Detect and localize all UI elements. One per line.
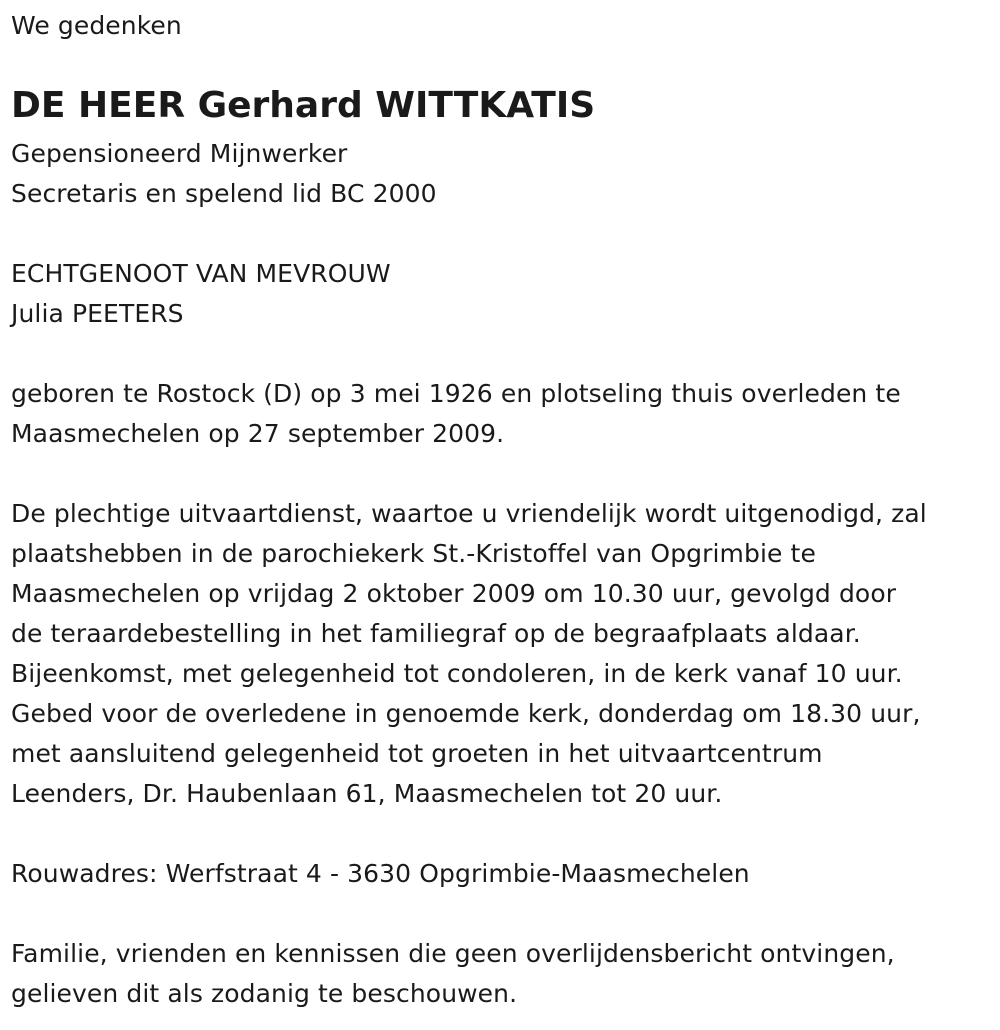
family-note-paragraph <box>11 934 895 1014</box>
paragraph-line: Bijeenkomst, met gelegenheid tot condoleren, in de kerk vanaf 10 uur. <box>11 659 903 688</box>
intro-text: We gedenken <box>11 11 182 40</box>
paragraph-line: plaatshebben in de parochiekerk St.-Kristoffel van Opgrimbie te <box>11 539 816 568</box>
spouse-name: Julia PEETERS <box>11 299 184 328</box>
deceased-name: DE HEER Gerhard WITTKATIS <box>11 85 596 126</box>
address-line: Rouwadres: Werfstraat 4 - 3630 Opgrimbie-Maasmechelen <box>11 859 750 888</box>
birth-death-paragraph <box>11 374 901 454</box>
paragraph-line: geboren te Rostock (D) op 3 mei 1926 en plotseling thuis overleden te <box>11 379 901 408</box>
paragraph-line: de teraardebestelling in het familiegraf op de begraafplaats aldaar. <box>11 619 861 648</box>
funeral-service-paragraph <box>11 494 927 814</box>
spouse-heading: ECHTGENOOT VAN MEVROUW <box>11 259 391 288</box>
paragraph-line: gelieven dit als zodanig te beschouwen. <box>11 979 518 1008</box>
mourning-address <box>11 854 750 894</box>
title-line: Secretaris en spelend lid BC 2000 <box>11 179 437 208</box>
spouse-section <box>11 254 391 334</box>
paragraph-line: Familie, vrienden en kennissen die geen overlijdensbericht ontvingen, <box>11 939 895 968</box>
paragraph-line: Maasmechelen op 27 september 2009. <box>11 419 505 448</box>
paragraph-line: De plechtige uitvaartdienst, waartoe u vriendelijk wordt uitgenodigd, zal <box>11 499 927 528</box>
deceased-titles <box>11 134 437 214</box>
title-line: Gepensioneerd Mijnwerker <box>11 139 348 168</box>
paragraph-line: met aansluitend gelegenheid tot groeten in het uitvaartcentrum <box>11 739 823 768</box>
paragraph-line: Gebed voor de overledene in genoemde kerk, donderdag om 18.30 uur, <box>11 699 921 728</box>
paragraph-line: Leenders, Dr. Haubenlaan 61, Maasmechelen tot 20 uur. <box>11 779 723 808</box>
paragraph-line: Maasmechelen op vrijdag 2 oktober 2009 om 10.30 uur, gevolgd door <box>11 579 897 608</box>
